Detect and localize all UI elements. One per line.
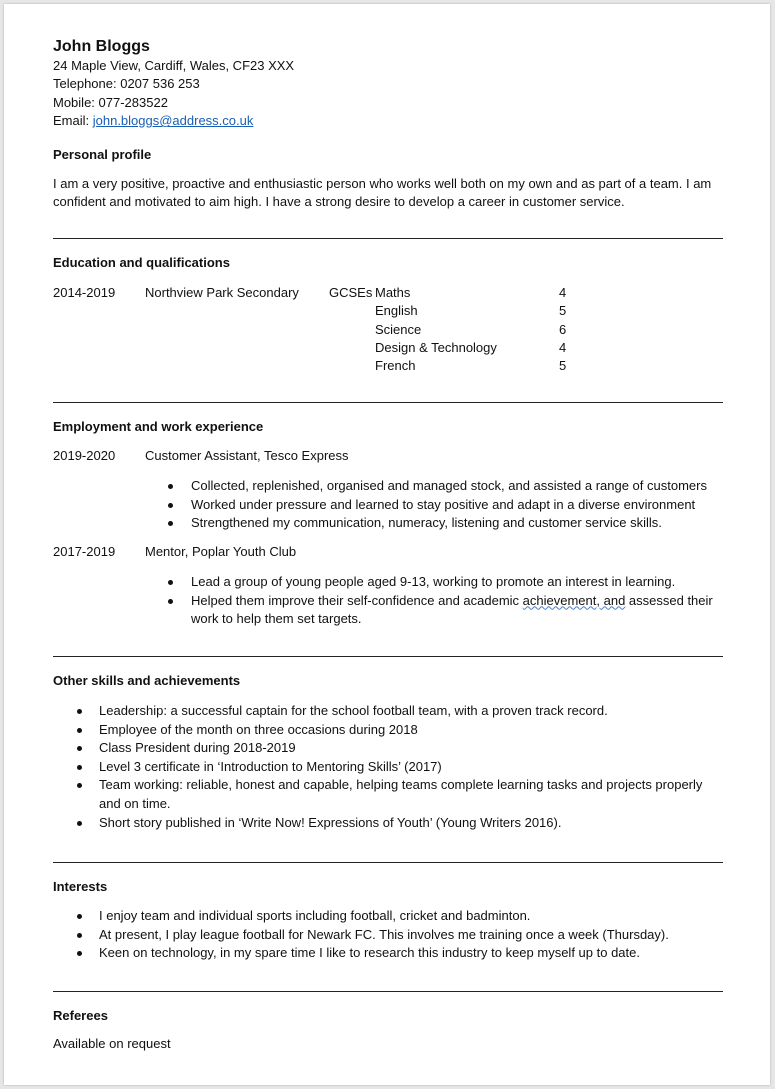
referees-heading: Referees: [53, 1008, 108, 1023]
list-item: Lead a group of young people aged 9-13, working to promote an interest in learning.: [191, 573, 723, 592]
subject-name: English: [375, 303, 418, 318]
list-item: Employee of the month on three occasions during 2018: [99, 721, 723, 740]
grammar-suggestion[interactable]: achievement, and: [522, 592, 626, 608]
mobile-line: Mobile: 077-283522: [53, 94, 168, 110]
subject-grade: 6: [559, 322, 567, 337]
telephone-line: Telephone: 0207 536 253: [53, 76, 200, 92]
candidate-name: John Bloggs: [53, 38, 150, 55]
subject-name: French: [375, 358, 416, 373]
profile-text: I am a very positive, proactive and enthusiastic person who works well both on my own and as part of a team. I am confident and motivated to aim high. I have a strong desire to develop a career in customer service.: [53, 176, 712, 210]
section-divider: [53, 862, 723, 863]
subject-name: Science: [375, 322, 422, 337]
section-divider: [53, 991, 723, 992]
email-link[interactable]: john.bloggs@address.co.uk: [92, 113, 254, 129]
section-divider: [53, 656, 723, 657]
list-item: Collected, replenished, organised and managed stock, and assisted a range of customers: [191, 477, 723, 496]
education-school: Northview Park Secondary: [145, 285, 299, 300]
referees-text: Available on request: [53, 1036, 171, 1051]
address-line: 24 Maple View, Cardiff, Wales, CF23 XXX: [53, 58, 295, 73]
list-item: Level 3 certificate in ‘Introduction to Mentoring Skills’ (2017): [99, 758, 723, 777]
interests-heading: Interests: [53, 879, 108, 894]
list-item: Keen on technology, in my spare time I like to research this industry to keep myself up to date.: [99, 944, 723, 963]
list-item: Team working: reliable, honest and capable, helping teams complete learning tasks and projects properly and on time.: [99, 776, 723, 813]
subject-grade: 4: [559, 340, 567, 355]
skills-heading: Other skills and achievements: [53, 673, 241, 688]
subject-grade: 5: [559, 303, 567, 318]
interests-list: [99, 907, 723, 963]
document-page: [4, 4, 770, 1085]
list-item: Short story published in ‘Write Now! Expressions of Youth’ (Young Writers 2016).: [99, 814, 723, 833]
list-item: Strengthened my communication, numeracy, listening and customer service skills.: [191, 514, 723, 533]
subject-name: Maths: [375, 285, 411, 300]
profile-heading: Personal profile: [53, 147, 152, 162]
education-years: 2014-2019: [53, 285, 116, 300]
job-duties: [191, 573, 723, 629]
list-item: [191, 592, 723, 629]
email-line: [53, 112, 294, 130]
job-duties: [191, 477, 723, 533]
list-item: Worked under pressure and learned to stay positive and adapt in a diverse environment: [191, 496, 723, 515]
contact-details: [53, 57, 294, 131]
list-item-text: Helped them improve their self-confidence and academic: [191, 592, 523, 608]
list-item: At present, I play league football for Newark FC. This involves me training once a week (Thursday).: [99, 926, 723, 945]
list-item: Leadership: a successful captain for the school football team, with a proven track record.: [99, 702, 723, 721]
employment-heading: Employment and work experience: [53, 419, 264, 434]
section-divider: [53, 238, 723, 239]
list-item-text: assessed their work to help them set targets.: [191, 592, 713, 627]
job-years: 2019-2020: [53, 448, 116, 463]
subject-grade: 4: [559, 285, 567, 300]
subject-name: Design & Technology: [375, 340, 497, 355]
education-heading: Education and qualifications: [53, 255, 230, 270]
subject-grade: 5: [559, 358, 567, 373]
email-label: Email:: [53, 113, 93, 129]
education-qualification: GCSEs: [329, 285, 373, 300]
job-title: Mentor, Poplar Youth Club: [145, 544, 297, 559]
list-item: Class President during 2018-2019: [99, 739, 723, 758]
section-divider: [53, 402, 723, 403]
skills-list: [99, 702, 723, 832]
list-item: I enjoy team and individual sports including football, cricket and badminton.: [99, 907, 723, 926]
job-title: Customer Assistant, Tesco Express: [145, 448, 349, 463]
job-years: 2017-2019: [53, 544, 116, 559]
